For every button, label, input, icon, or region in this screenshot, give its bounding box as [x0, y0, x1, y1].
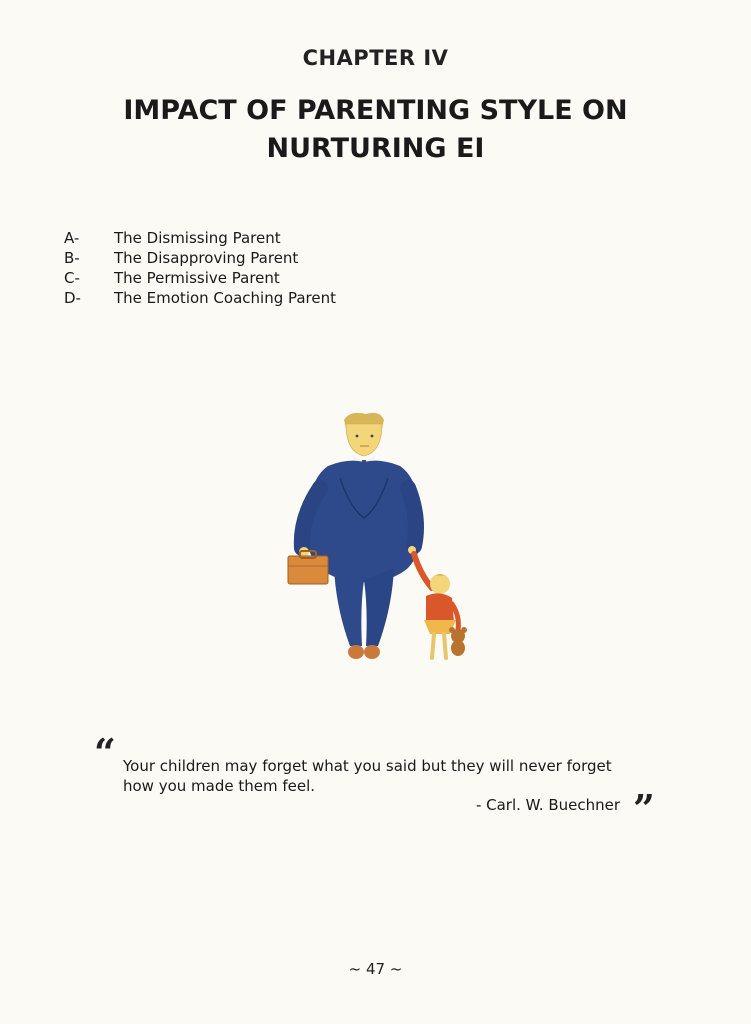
- section-letter: D-: [64, 289, 81, 307]
- section-title: The Emotion Coaching Parent: [114, 289, 337, 307]
- section-letter: C-: [64, 269, 80, 287]
- chapter-label: CHAPTER IV: [302, 46, 449, 70]
- section-item: [64, 268, 484, 288]
- section-title: The Permissive Parent: [114, 269, 280, 287]
- quote-line-1: Your children may forget what you said but they will never forget: [123, 757, 612, 775]
- quote-author: - Carl. W. Buechner: [475, 796, 620, 814]
- section-title: The Disapproving Parent: [114, 249, 299, 267]
- section-item: [64, 228, 484, 248]
- section-title: The Dismissing Parent: [114, 229, 281, 247]
- chapter-title: [0, 92, 751, 168]
- quote-text: [123, 756, 643, 796]
- chapter-title-line-2: NURTURING EI: [266, 133, 485, 164]
- page-number: ~ 47 ~: [348, 960, 403, 978]
- section-letter: A-: [64, 229, 80, 247]
- section-list: [64, 228, 484, 308]
- parent-child-illustration: [280, 408, 480, 680]
- quote-line-2: how you made them feel.: [123, 777, 316, 795]
- close-quote-mark: ”: [633, 786, 655, 831]
- chapter-title-line-1: IMPACT OF PARENTING STYLE ON: [123, 95, 628, 126]
- open-quote-mark: “: [94, 730, 116, 775]
- section-item: [64, 248, 484, 268]
- section-letter: B-: [64, 249, 80, 267]
- section-item: [64, 288, 484, 308]
